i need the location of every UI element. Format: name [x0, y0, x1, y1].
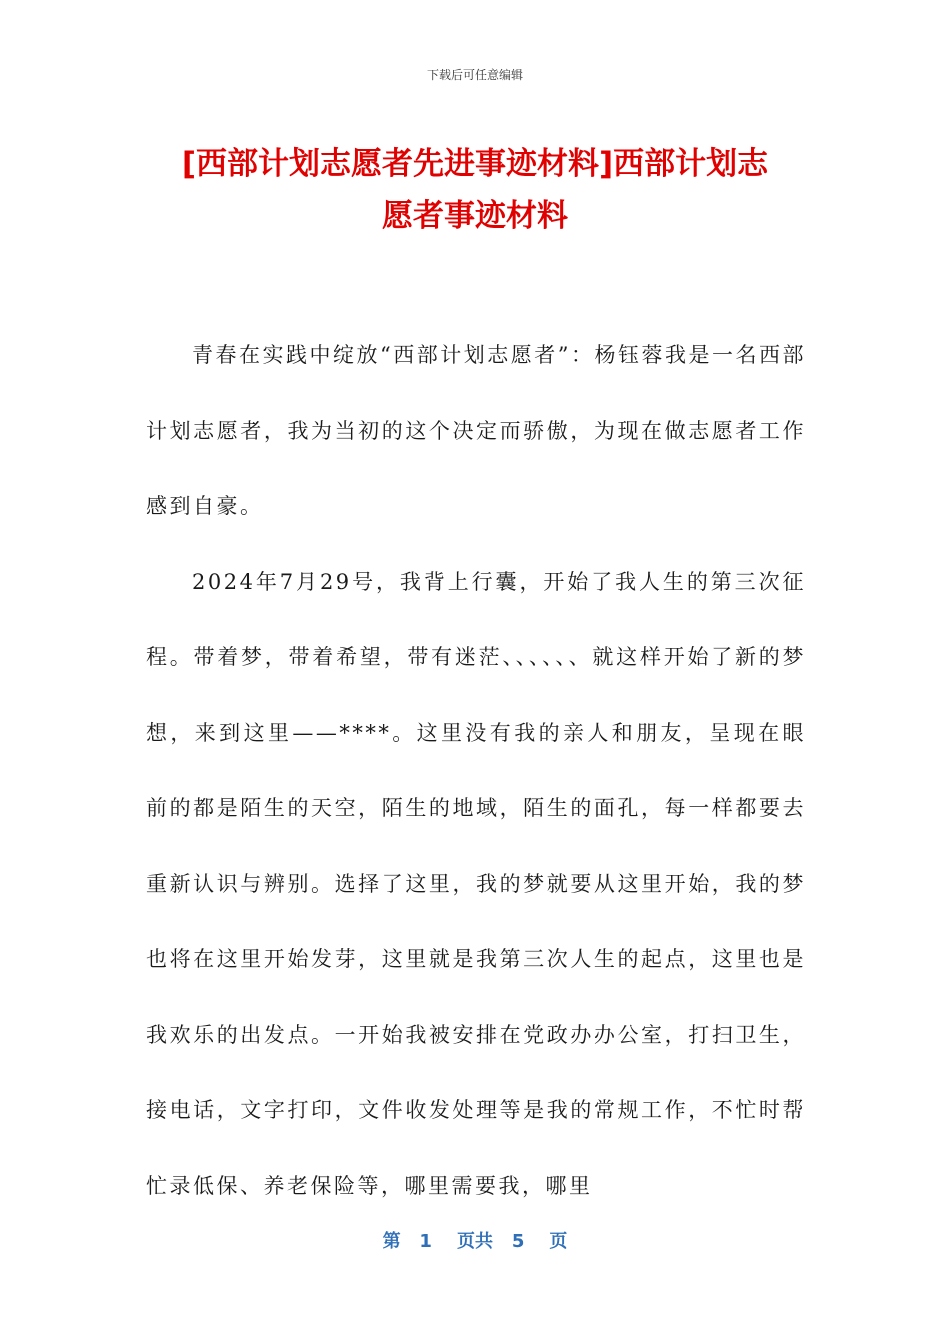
document-title — [100, 138, 850, 242]
page-footer — [0, 1227, 950, 1253]
paragraph-2: 2024年7月29号，我背上行囊，开始了我人生的第三次征程。带着梦，带着希望，带有迷茫、、、、、、就这样开始了新的梦想，来到这里——****。这里没有我的亲人和朋友，呈现在眼前的都是陌生的天空，陌生的地域，陌生的面孔，每一样都要去重新认识与辨别。选择了这里，我的梦就要从这里开始，我的梦也将在这里开始发芽，这里就是我第三次人生的起点，这里也是我欢乐的出发点。一开始我被安排在党政办办公室，打扫卫生，接电话，文字打印，文件收发处理等是我的常规工作，不忙时帮忙录低保、养老保险等，哪里需要我，哪里 — [146, 569, 806, 1198]
total-pages-number: 5 — [511, 1231, 525, 1252]
paragraph-1: 青春在实践中绽放“西部计划志愿者”：杨钰蓉我是一名西部计划志愿者，我为当初的这个决定而骄傲，为现在做志愿者工作感到自豪。 — [146, 343, 806, 518]
footer-label-di: 第 — [382, 1231, 401, 1252]
footer-label-ye-gong: 页共 — [457, 1231, 493, 1252]
title-line-1: [西部计划志愿者先进事迹材料]西部计划志 — [181, 146, 769, 182]
header-note: 下载后可任意编辑 — [426, 68, 523, 82]
title-line-2: 愿者事迹材料 — [382, 198, 568, 234]
footer-label-ye: 页 — [549, 1231, 568, 1252]
current-page-number: 1 — [419, 1231, 432, 1252]
document-body — [146, 318, 806, 1224]
